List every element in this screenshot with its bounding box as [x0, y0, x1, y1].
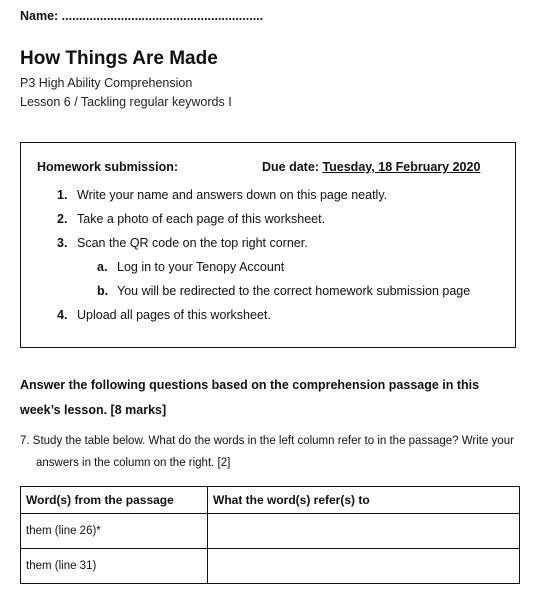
step-number: 4.	[57, 308, 68, 322]
due-date-line	[262, 160, 480, 174]
step-1	[57, 188, 387, 202]
step-4	[57, 308, 271, 322]
answer-table	[20, 486, 520, 584]
worksheet-title: How Things Are Made	[20, 48, 218, 69]
due-date-label: Due date:	[262, 160, 319, 174]
word-cell: them (line 31)	[21, 549, 208, 584]
step-text: Log in to your Tenopy Account	[117, 260, 285, 274]
homework-heading: Homework submission:	[37, 160, 178, 174]
homework-submission-box	[20, 142, 516, 348]
step-text: Take a photo of each page of this worksheet.	[77, 212, 326, 226]
step-3a	[97, 260, 284, 274]
step-number: 2.	[57, 212, 68, 226]
word-cell: them (line 26)*	[21, 514, 208, 549]
step-number: a.	[97, 260, 108, 274]
step-text: Write your name and answers down on this page neatly.	[77, 188, 388, 202]
step-3b	[97, 284, 470, 298]
step-text: You will be redirected to the correct homework submission page	[117, 284, 471, 298]
step-3	[57, 236, 308, 250]
step-number: 3.	[57, 236, 68, 250]
worksheet-subtitle-level: P3 High Ability Comprehension	[20, 76, 193, 90]
table-row	[21, 549, 520, 584]
step-2	[57, 212, 325, 226]
answer-cell[interactable]	[208, 514, 520, 549]
due-date-value: Tuesday, 18 February 2020	[322, 160, 481, 174]
step-number: b.	[97, 284, 109, 298]
step-text: Upload all pages of this worksheet.	[77, 308, 271, 322]
column-header-words: Word(s) from the passage	[21, 487, 208, 514]
name-field-line: Name: ..........................................................	[20, 9, 264, 23]
step-number: 1.	[57, 188, 68, 202]
answer-cell[interactable]	[208, 549, 520, 584]
questions-instruction: Answer the following questions based on the comprehension passage in this week’s lesson. [8 marks]	[20, 378, 480, 417]
step-text: Scan the QR code on the top right corner.	[77, 236, 308, 250]
table-row	[21, 514, 520, 549]
column-header-refers-to: What the word(s) refer(s) to	[208, 487, 520, 514]
question-7-prompt: 7. Study the table below. What do the words in the left column refer to in the passage? Write your answers in the column on the right. [2]	[20, 435, 514, 469]
table-header-row	[21, 487, 520, 514]
worksheet-subtitle-lesson: Lesson 6 / Tackling regular keywords I	[20, 95, 232, 109]
